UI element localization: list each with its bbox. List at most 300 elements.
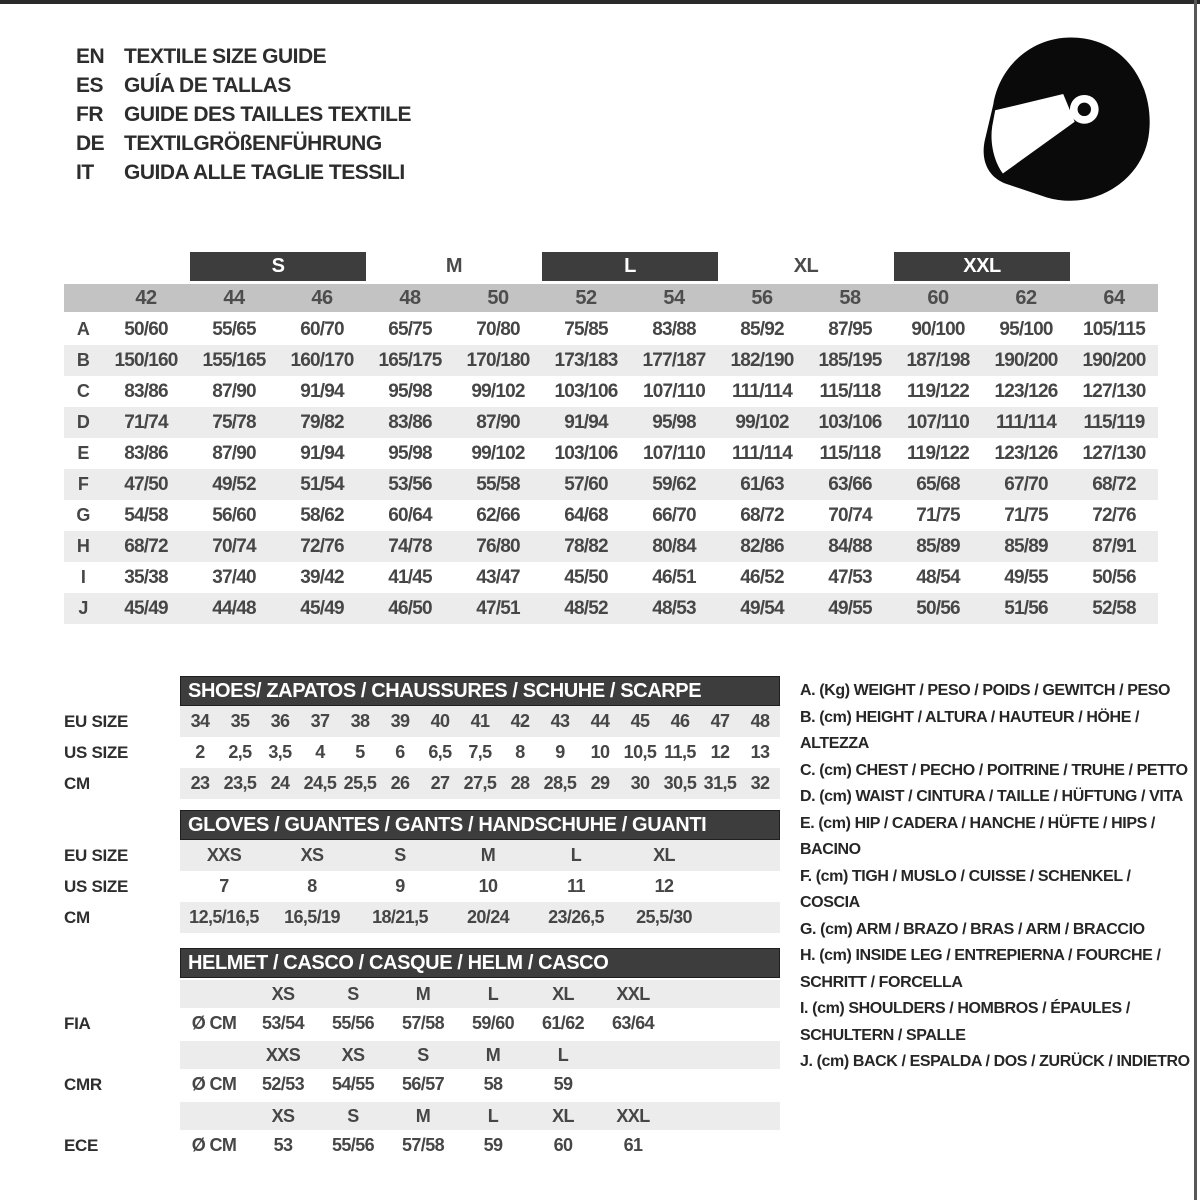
size-number: 60	[927, 286, 949, 309]
cell-value: 2,5	[228, 742, 252, 762]
size-value: 87/90	[476, 411, 520, 433]
size-value: 43/47	[476, 566, 520, 588]
cell-value: 53	[273, 1135, 293, 1155]
size-value: 55/58	[476, 473, 520, 495]
size-value: 87/91	[1092, 535, 1136, 557]
cell-value: XL	[653, 845, 675, 865]
size-value: 62/66	[476, 504, 520, 526]
size-group-xxl: XXL	[894, 252, 1070, 281]
cell-value: 56/57	[401, 1074, 445, 1094]
size-value: 49/54	[740, 597, 784, 619]
cell-value: 7	[219, 876, 229, 896]
guide-title: GUÍA DE TALLAS	[124, 73, 291, 97]
row-label: US SIZE	[64, 742, 129, 762]
size-number: 42	[135, 286, 157, 309]
cell-value: 2	[195, 742, 205, 762]
size-value: 99/102	[735, 411, 789, 433]
size-value: 170/180	[466, 349, 530, 371]
size-group-row	[64, 252, 1158, 281]
cell-value	[598, 1069, 668, 1100]
size-value: 79/82	[300, 411, 344, 433]
helmet-size-row	[64, 1102, 780, 1130]
cell-value: 25,5/30	[636, 907, 692, 927]
size-value: 150/160	[114, 349, 178, 371]
size-value: 187/198	[906, 349, 970, 371]
size-value: 47/53	[828, 566, 872, 588]
size-value: 46/51	[652, 566, 696, 588]
size-value: 182/190	[730, 349, 794, 371]
row-values	[180, 1102, 780, 1130]
cell-value: 52/53	[261, 1074, 305, 1094]
size-value: 87/95	[828, 318, 872, 340]
row-label	[64, 980, 180, 1008]
size-number-row	[64, 284, 1158, 312]
size-label: M	[415, 983, 431, 1004]
language-code: DE	[76, 131, 105, 155]
size-label: S	[417, 1044, 429, 1065]
cell-value: 35	[230, 711, 250, 731]
cell-value: 41	[470, 711, 490, 731]
cell-value: 27,5	[463, 773, 497, 793]
size-value: 56/60	[212, 504, 256, 526]
cell-value: 53/54	[261, 1013, 305, 1033]
size-value: 85/89	[916, 535, 960, 557]
row-letter: C	[76, 381, 90, 401]
cell-value: 59/60	[471, 1013, 515, 1033]
helmet-size-row	[64, 1041, 780, 1069]
cell-value: 36	[270, 711, 290, 731]
size-value: 115/118	[819, 380, 881, 402]
cell-value: 12	[654, 876, 674, 896]
size-value: 127/130	[1082, 380, 1146, 402]
cell-value: 10	[478, 876, 498, 896]
size-value: 50/60	[124, 318, 168, 340]
cell-value: 7,5	[468, 742, 492, 762]
size-value: 54/58	[124, 504, 168, 526]
legend-item: F. (cm) TIGH / MUSLO / CUISSE / SCHENKEL / COSCIA	[800, 867, 1131, 911]
size-value: 119/122	[906, 442, 970, 464]
language-row	[76, 100, 411, 129]
size-value: 107/110	[642, 442, 706, 464]
unit-label: Ø CM	[191, 1135, 237, 1155]
size-group-s: S	[190, 252, 366, 281]
size-value: 76/80	[476, 535, 520, 557]
size-value: 83/86	[124, 380, 168, 402]
guide-title: TEXTILGRÖßENFÜHRUNG	[124, 131, 382, 155]
legend-item: B. (cm) HEIGHT / ALTURA / HAUTEUR / HÖHE / ALTEZZA	[800, 708, 1140, 752]
size-value: 47/51	[476, 597, 520, 619]
cell-blank	[180, 1041, 248, 1069]
row-letter: J	[78, 598, 88, 618]
cell-value: 61	[623, 1135, 643, 1155]
row-label: CM	[64, 907, 90, 927]
size-value: 51/54	[300, 473, 344, 495]
size-value: 68/72	[124, 535, 168, 557]
size-value: 37/40	[212, 566, 256, 588]
size-number: 52	[575, 286, 597, 309]
size-label: M	[485, 1044, 501, 1065]
row-label: EU SIZE	[64, 845, 129, 865]
legend-item: H. (cm) INSIDE LEG / ENTREPIERNA / FOURCHE / SCHRITT / FORCELLA	[800, 947, 1161, 991]
cell-value: 12	[710, 742, 730, 762]
cell-value: 38	[350, 711, 370, 731]
size-value: 115/118	[819, 442, 881, 464]
size-number: 56	[751, 286, 773, 309]
guide-title: GUIDA ALLE TAGLIE TESSILI	[124, 160, 405, 184]
size-value: 123/126	[994, 442, 1058, 464]
cell-value: 55/56	[331, 1013, 375, 1033]
cell-value: 20/24	[466, 907, 510, 927]
size-label: XS	[271, 983, 295, 1004]
corner-cell	[64, 284, 102, 312]
size-value: 91/94	[300, 380, 344, 402]
size-value: 70/80	[476, 318, 520, 340]
size-value: 99/102	[471, 380, 525, 402]
size-value: 85/89	[1004, 535, 1048, 557]
textile-size-table	[64, 252, 1158, 624]
standard-label: FIA	[64, 1013, 91, 1033]
cell-value: XXS	[206, 845, 242, 865]
size-group-m: M	[445, 255, 463, 277]
cell-value: 9	[395, 876, 405, 896]
shoes-header-bar	[180, 676, 780, 706]
cell-value: 23/26,5	[548, 907, 604, 927]
size-label: XS	[341, 1044, 365, 1065]
size-value: 83/86	[124, 442, 168, 464]
language-title-list	[76, 42, 411, 187]
size-value: 60/70	[300, 318, 344, 340]
table-row	[64, 840, 780, 871]
row-values	[180, 871, 780, 902]
language-code: IT	[76, 160, 94, 184]
cell-value: 29	[590, 773, 610, 793]
cell-value: 6	[395, 742, 405, 762]
size-row-h	[64, 531, 1158, 562]
cell-value: 3,5	[268, 742, 292, 762]
size-value: 177/187	[642, 349, 706, 371]
cell-value: S	[394, 845, 406, 865]
legend-item: C. (cm) CHEST / PECHO / POITRINE / TRUHE / PETTO	[800, 761, 1188, 779]
size-value: 95/100	[999, 318, 1053, 340]
cell-value: 40	[430, 711, 450, 731]
size-label: S	[347, 1105, 359, 1126]
size-number: 44	[223, 286, 245, 309]
size-value: 67/70	[1004, 473, 1048, 495]
size-value: 111/114	[732, 380, 792, 402]
size-row-j	[64, 593, 1158, 624]
cell-value: 24	[270, 773, 290, 793]
row-letter: F	[77, 474, 89, 494]
size-row-c	[64, 376, 1158, 407]
size-row-a	[64, 314, 1158, 345]
row-letter: B	[76, 350, 90, 370]
size-value: 185/195	[818, 349, 882, 371]
size-group-xl: XL	[793, 255, 819, 277]
size-value: 190/200	[1082, 349, 1146, 371]
cell-value: 44	[590, 711, 610, 731]
cell-value: 34	[190, 711, 210, 731]
cell-value: 61/62	[541, 1013, 585, 1033]
size-value: 44/48	[212, 597, 256, 619]
size-value: 87/90	[212, 442, 256, 464]
cell-value: 60	[553, 1135, 573, 1155]
row-label	[64, 1041, 180, 1069]
size-value: 80/84	[652, 535, 696, 557]
size-value: 103/106	[554, 380, 618, 402]
size-value: 49/52	[212, 473, 256, 495]
row-values	[180, 840, 780, 871]
size-value: 71/75	[916, 504, 960, 526]
cell-value: 27	[430, 773, 450, 793]
cell-value: 13	[750, 742, 770, 762]
size-label: XL	[552, 1105, 574, 1126]
guide-title: GUIDE DES TAILLES TEXTILE	[124, 102, 411, 126]
size-value: 103/106	[818, 411, 882, 433]
size-value: 48/52	[564, 597, 608, 619]
size-value: 111/114	[996, 411, 1056, 433]
cell-value: 59	[553, 1074, 573, 1094]
size-value: 83/88	[652, 318, 696, 340]
size-label: S	[347, 983, 359, 1004]
cell-value: 55/56	[331, 1135, 375, 1155]
size-label	[598, 1041, 668, 1069]
legend-item: A. (Kg) WEIGHT / PESO / POIDS / GEWITCH / PESO	[800, 682, 1171, 699]
size-table-body	[64, 314, 1158, 624]
size-value: 165/175	[378, 349, 442, 371]
row-values	[180, 1008, 780, 1039]
size-value: 49/55	[1004, 566, 1048, 588]
row-values	[180, 1130, 780, 1161]
size-value: 105/115	[1082, 318, 1146, 340]
right-border-line	[1194, 0, 1197, 1200]
size-value: 60/64	[388, 504, 432, 526]
row-values	[180, 706, 780, 737]
size-group-l: L	[542, 252, 718, 281]
language-row	[76, 42, 411, 71]
size-value: 75/85	[564, 318, 608, 340]
cell-value: 30,5	[663, 773, 697, 793]
helmet-table	[64, 948, 780, 1161]
size-value: 107/110	[642, 380, 706, 402]
size-label: L	[487, 983, 499, 1004]
size-row-d	[64, 407, 1158, 438]
size-value: 127/130	[1082, 442, 1146, 464]
size-value: 70/74	[212, 535, 256, 557]
unit-label: Ø CM	[191, 1074, 237, 1094]
size-number: 46	[311, 286, 333, 309]
size-value: 90/100	[911, 318, 965, 340]
gloves-rows	[64, 840, 780, 933]
cell-value: 9	[555, 742, 565, 762]
gloves-header-bar	[180, 810, 780, 840]
cell-value: 11,5	[664, 742, 696, 762]
cell-value: 59	[483, 1135, 503, 1155]
cell-value: 23	[190, 773, 210, 793]
language-code: EN	[76, 44, 105, 68]
helmet-value-row	[64, 1130, 780, 1161]
size-value: 87/90	[212, 380, 256, 402]
racing-helmet-icon	[972, 26, 1164, 208]
size-value: 91/94	[300, 442, 344, 464]
cell-value: 25,5	[343, 773, 377, 793]
cell-value: 16,5/19	[284, 907, 340, 927]
cell-blank	[180, 980, 248, 1008]
size-value: 95/98	[652, 411, 696, 433]
cell-value: 46	[670, 711, 690, 731]
cell-value: 10,5	[623, 742, 657, 762]
cell-value: 4	[315, 742, 325, 762]
helmet-value-row	[64, 1008, 780, 1039]
legend-item: D. (cm) WAIST / CINTURA / TAILLE / HÜFTUNG / VITA	[800, 788, 1183, 805]
size-value: 70/74	[828, 504, 872, 526]
size-value: 41/45	[388, 566, 432, 588]
size-value: 57/60	[564, 473, 608, 495]
size-value: 59/62	[652, 473, 696, 495]
size-label: XS	[271, 1105, 295, 1126]
size-value: 71/75	[1004, 504, 1048, 526]
size-value: 84/88	[828, 535, 872, 557]
size-value: 66/70	[652, 504, 696, 526]
top-border-line	[0, 0, 1200, 4]
shoes-title: SHOES/ ZAPATOS / CHAUSSURES / SCHUHE / SCARPE	[188, 679, 702, 702]
row-label: EU SIZE	[64, 711, 129, 731]
row-label: US SIZE	[64, 876, 129, 896]
cell-value: L	[570, 845, 582, 865]
size-value: 45/49	[300, 597, 344, 619]
cell-value: 32	[750, 773, 770, 793]
cell-value: 45	[630, 711, 650, 731]
measurement-legend	[800, 678, 1192, 1076]
size-value: 99/102	[471, 442, 525, 464]
size-value: 48/53	[652, 597, 696, 619]
row-values	[180, 737, 780, 768]
size-value: 52/58	[1092, 597, 1136, 619]
row-values	[180, 768, 780, 799]
row-letter: A	[76, 319, 90, 339]
size-value: 61/63	[740, 473, 784, 495]
size-row-b	[64, 345, 1158, 376]
row-letter: G	[76, 505, 90, 525]
cell-value: 10	[590, 742, 610, 762]
cell-value: 23,5	[223, 773, 257, 793]
cell-value: 37	[310, 711, 330, 731]
shoes-rows	[64, 706, 780, 799]
language-row	[76, 129, 411, 158]
language-row	[76, 158, 411, 187]
size-value: 53/56	[388, 473, 432, 495]
language-row	[76, 71, 411, 100]
cell-value: 48	[750, 711, 770, 731]
cell-value: 47	[710, 711, 730, 731]
size-value: 65/75	[388, 318, 432, 340]
legend-item: G. (cm) ARM / BRAZO / BRAS / ARM / BRACCIO	[800, 920, 1145, 938]
size-value: 63/66	[828, 473, 872, 495]
size-value: 68/72	[1092, 473, 1136, 495]
size-number: 62	[1015, 286, 1037, 309]
cell-value: 43	[550, 711, 570, 731]
cell-blank	[180, 1102, 248, 1130]
table-row	[64, 737, 780, 768]
cell-value: 54/55	[331, 1074, 375, 1094]
row-letter: D	[76, 412, 90, 432]
cell-value: 58	[483, 1074, 503, 1094]
size-row-e	[64, 438, 1158, 469]
cell-value: 57/58	[401, 1135, 445, 1155]
row-label	[64, 1102, 180, 1130]
cell-value: 8	[307, 876, 317, 896]
size-value: 46/50	[388, 597, 432, 619]
row-label: CM	[64, 773, 90, 793]
size-value: 82/86	[740, 535, 784, 557]
size-value: 58/62	[300, 504, 344, 526]
guide-title: TEXTILE SIZE GUIDE	[124, 44, 327, 68]
size-value: 51/56	[1004, 597, 1048, 619]
size-value: 35/38	[124, 566, 168, 588]
size-value: 115/119	[1083, 411, 1145, 433]
row-values	[180, 980, 780, 1008]
cell-value: 5	[355, 742, 365, 762]
size-value: 75/78	[212, 411, 256, 433]
language-code: ES	[76, 73, 104, 97]
size-value: 74/78	[388, 535, 432, 557]
language-code: FR	[76, 102, 103, 126]
row-values	[180, 1069, 780, 1100]
cell-value: 63/64	[611, 1013, 655, 1033]
size-label: L	[487, 1105, 499, 1126]
size-value: 95/98	[388, 380, 432, 402]
row-letter: E	[77, 443, 89, 463]
row-letter: I	[80, 567, 86, 587]
cell-value: 18/21,5	[372, 907, 428, 927]
size-number: 54	[663, 286, 685, 309]
size-row-i	[64, 562, 1158, 593]
gloves-table	[64, 810, 780, 933]
legend-item: E. (cm) HIP / CADERA / HANCHE / HÜFTE / HIPS / BACINO	[800, 814, 1155, 858]
size-value: 72/76	[300, 535, 344, 557]
size-value: 49/55	[828, 597, 872, 619]
size-value: 119/122	[906, 380, 970, 402]
size-value: 68/72	[740, 504, 784, 526]
size-value: 50/56	[916, 597, 960, 619]
size-value: 85/92	[740, 318, 784, 340]
row-letter: H	[76, 536, 90, 556]
legend-item: I. (cm) SHOULDERS / HOMBROS / ÉPAULES / SCHULTERN / SPALLE	[800, 1000, 1130, 1044]
size-number: 58	[839, 286, 861, 309]
size-number: 48	[399, 286, 421, 309]
table-row	[64, 706, 780, 737]
size-row-g	[64, 500, 1158, 531]
legend-item: J. (cm) BACK / ESPALDA / DOS / ZURÜCK / INDIETRO	[800, 1053, 1190, 1070]
cell-value: 12,5/16,5	[189, 907, 259, 927]
size-value: 107/110	[906, 411, 970, 433]
size-label: L	[557, 1044, 569, 1065]
size-label: M	[415, 1105, 431, 1126]
size-label: XL	[552, 983, 574, 1004]
helmet-title: HELMET / CASCO / CASQUE / HELM / CASCO	[188, 951, 609, 974]
helmet-size-row	[64, 980, 780, 1008]
table-row	[64, 768, 780, 799]
size-value: 160/170	[290, 349, 354, 371]
unit-label: Ø CM	[191, 1013, 237, 1033]
standard-label: CMR	[64, 1074, 102, 1094]
size-label: XXL	[616, 1105, 650, 1126]
size-number: 64	[1103, 286, 1125, 309]
size-value: 46/52	[740, 566, 784, 588]
gloves-title: GLOVES / GUANTES / GANTS / HANDSCHUHE / GUANTI	[188, 813, 707, 836]
size-value: 123/126	[994, 380, 1058, 402]
helmet-rows	[64, 980, 780, 1161]
cell-value: 28,5	[543, 773, 577, 793]
